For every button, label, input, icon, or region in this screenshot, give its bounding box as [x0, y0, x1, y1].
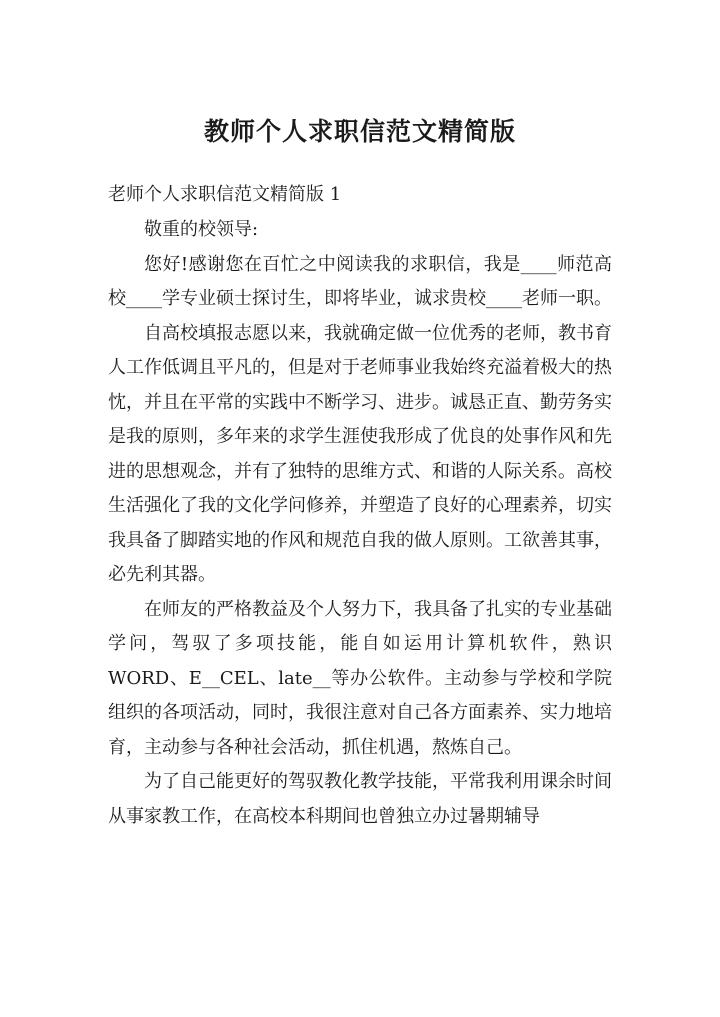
section-heading: 老师个人求职信范文精简版 1 — [108, 184, 342, 205]
document-title: 教师个人求职信范文精简版 — [203, 117, 516, 146]
paragraph-skills: 在师友的严格教益及个人努力下，我具备了扎实的专业基础学问，驾驭了多项技能，能自如运用计算机软件，熟识WORD、E__CEL、late__等办公软件。主动参与学校和学院组织的各项活动，同时，我很注意对自己各方面素养、实力地培育，主动参与各种社会活动，抓住机遇，熬炼自己。 — [108, 598, 612, 758]
paragraph-background: 自高校填报志愿以来，我就确定做一位优秀的老师，教书育人工作低调且平凡的，但是对于老师事业我始终充溢着极大的热忱，并且在平常的实践中不断学习、进步。诚恳正直、勤劳务实是我的原则，多年来的求学生涯使我形成了优良的处事作风和先进的思想观念，并有了独特的思维方式、和谐的人际关系。高校生活强化了我的文化学问修养，并塑造了良好的心理素养，切实我具备了脚踏实地的作风和规范自我的做人原则。工欲善其事，必先利其器。 — [108, 322, 612, 585]
document-body — [108, 213, 612, 834]
salutation: 敬重的校领导: — [144, 219, 259, 240]
paragraph-teaching: 为了自己能更好的驾驭教化教学技能，平常我利用课余时间从事家教工作，在高校本科期间也曾独立办过暑期辅导 — [108, 771, 612, 827]
paragraph-intro: 您好!感谢您在百忙之中阅读我的求职信，我是____师范高校____学专业硕士探讨生，即将毕业，诚求贵校____老师一职。 — [108, 253, 612, 309]
